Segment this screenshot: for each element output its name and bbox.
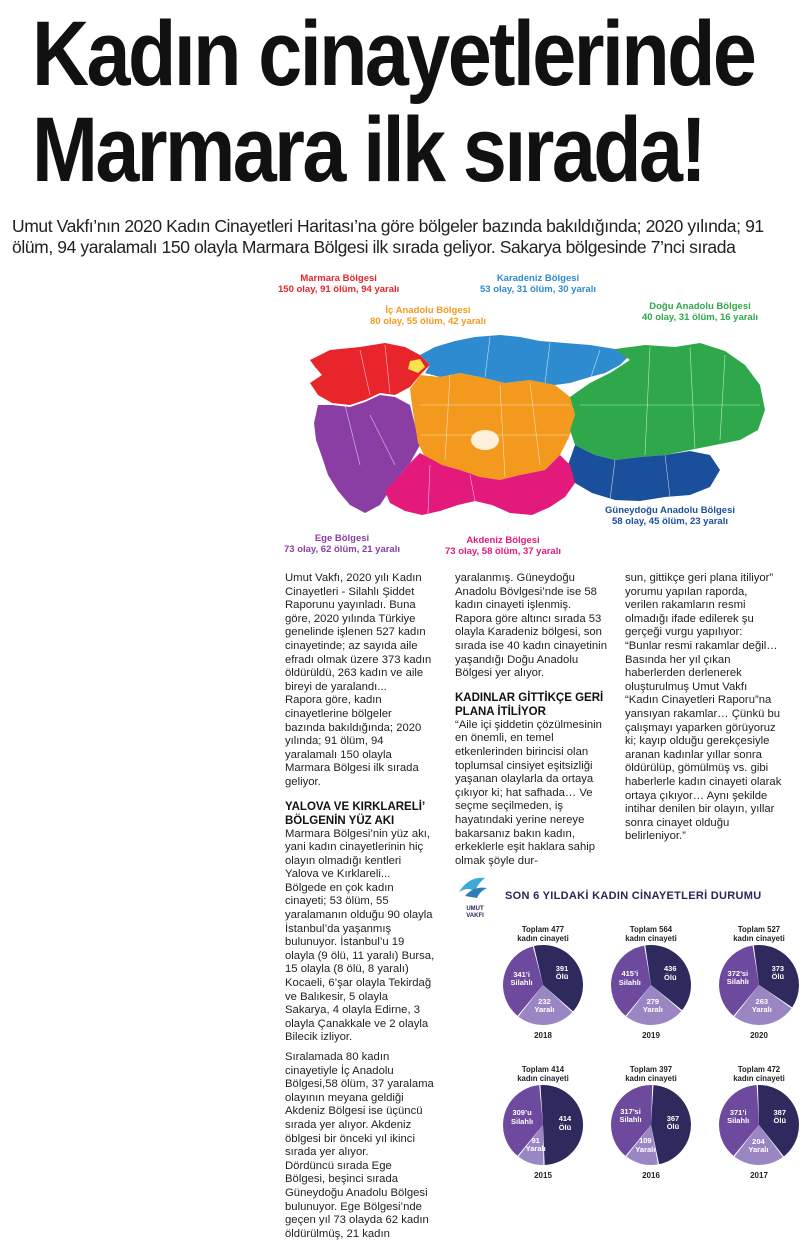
pie-label-caption: Silahlı — [510, 978, 533, 988]
pie-total-line-1: Toplam 527 — [737, 925, 781, 934]
pie-label-armed — [506, 1109, 538, 1126]
pie-label-caption: Silahlı — [619, 1115, 642, 1125]
pie-label-injured — [746, 998, 778, 1015]
subheadline: Umut Vakfı’nın 2020 Kadın Cinayetleri Haritası’na göre bölgeler bazında bakıldığında; 2020 yılında; 91 ölüm, 94 yaralamalı 150 olayla Marmara Bölgesi ilk sırada geliyor. Sakarya bölgesinde 7’nci sırada — [12, 216, 764, 257]
pie-label-value: 263 — [755, 996, 769, 1006]
pie-total-line-2: kadın cinayeti — [517, 934, 569, 943]
pie-label-dead — [762, 965, 794, 982]
pie-label-caption: Silahlı — [727, 1116, 750, 1126]
paragraph: Marmara Bölgesi’nin yüz akı, yani kadın cinayetlerinin hiç olayın olmadığı kentleri Yalova ve Kırklareli... — [285, 827, 431, 881]
pie-chart-2017 — [709, 1065, 809, 1205]
article-column-2 — [455, 572, 610, 868]
map-label-stats: 53 olay, 31 ölüm, 30 yaralı — [480, 284, 596, 295]
pie-label-caption: Silahlı — [618, 977, 641, 987]
pie-chart-2019 — [601, 925, 701, 1065]
logo-text-line-1: UMUT — [466, 906, 484, 912]
pie-label-value: 414 — [558, 1114, 572, 1124]
pie-total-line-2: kadın cinayeti — [625, 1074, 677, 1083]
pie-label-armed — [722, 1109, 754, 1126]
pie-total-label — [601, 925, 701, 943]
pie-total-line-2: kadın cinayeti — [733, 1074, 785, 1083]
pie-label-caption: Yaralı — [534, 1005, 555, 1015]
pie-total-line-2: kadın cinayeti — [733, 934, 785, 943]
article-column-1 — [285, 572, 435, 1241]
map-label-name: Karadeniz Bölgesi — [496, 273, 580, 284]
pie-label-value: 279 — [646, 996, 660, 1006]
pie-year-label: 2017 — [750, 1171, 768, 1180]
map-label-ic-anadolu — [370, 305, 486, 327]
pie-total-label — [709, 1065, 809, 1083]
pie-year-label: 2015 — [534, 1171, 552, 1180]
article-column-3 — [625, 572, 783, 844]
pie-label-value: 436 — [664, 964, 677, 974]
pie-label-caption: Ölü — [773, 1116, 787, 1126]
pie-label-value: 204 — [752, 1136, 765, 1146]
pie-label-value: 91 — [531, 1135, 540, 1145]
logo-text-line-2: VAKFI — [466, 913, 484, 919]
map-label-karadeniz — [480, 273, 596, 295]
pie-label-injured — [637, 998, 669, 1015]
pie-label-dead — [764, 1109, 796, 1126]
pie-label-dead — [546, 965, 578, 982]
pie-label-value: 415’i — [621, 969, 639, 979]
pie-section-title: SON 6 YILDAKİ KADIN CİNAYETLERİ DURUMU — [505, 890, 762, 902]
map-label-name: Ege Bölgesi — [314, 533, 370, 544]
paragraph: Bölgede en çok kadın cinayeti; 53 ölüm, 55 yaralamanın olduğu 90 olayla İstanbul’da yaşanmış bulunuyor. İstanbul’u 19 olayla (9 ölü, 11 yaralı) Bursa, 15 olayla (8 ölü, 8 yaralı) Kocaeli, 6’şar olayla Tekirdağ ve Balıkesir, 5 olayla Sakarya, 4 olayla Edirne, 3 olayla Çanakkale ve 2 olayla Bilecik izliyor. — [285, 881, 435, 1044]
pie-label-caption: Ölü — [664, 972, 677, 982]
map-label-ege — [284, 533, 400, 555]
pie-label-caption: Yaralı — [748, 1145, 769, 1155]
map-label-guneydogu — [605, 505, 735, 527]
pie-label-armed — [615, 1108, 647, 1125]
pie-total-label — [709, 925, 809, 943]
pie-year-label: 2019 — [642, 1031, 660, 1040]
pie-label-value: 387 — [773, 1107, 787, 1117]
pie-total-line-2: kadın cinayeti — [517, 1074, 569, 1083]
headline-line-1: Kadın cinayetlerinde — [32, 3, 755, 105]
headline — [32, 3, 755, 201]
pie-total-line-1: Toplam 414 — [521, 1065, 565, 1074]
map-label-stats: 80 olay, 55 ölüm, 42 yaralı — [370, 316, 486, 327]
map-label-marmara — [278, 273, 399, 295]
pie-label-value: 367 — [666, 1113, 680, 1123]
umut-vakfi-logo — [455, 870, 495, 930]
pie-total-line-2: kadın cinayeti — [625, 934, 677, 943]
paragraph: “Bunlar resmi rakamlar değil… Basında her yıl çıkan haberlerden derlenerek oluşturulmuş Umut Vakfı “Kadın Cinayetleri Raporu”na yansıyan rakamlar… Çünkü bu çalışmayı yaparken görüyoruz ki; kayıp olduğu gerekçesiyle aranan kadınlar yıllar sonra öldürülüp, gömülmüş vs. gibi haberlerle kadın cinayeti olarak ortaya çıkıyor… Aynı şekilde intihar denilen bir olayın, yıllar sonra cinayet olduğu belirleniyor.” — [625, 639, 782, 843]
map-label-name: Marmara Bölgesi — [300, 273, 377, 284]
map-label-stats: 40 olay, 31 ölüm, 16 yaralı — [642, 312, 758, 323]
pie-label-dead — [657, 1115, 689, 1132]
pie-label-value: 309’u — [512, 1108, 532, 1118]
map-label-stats: 73 olay, 58 ölüm, 37 yaralı — [445, 546, 561, 557]
pie-chart-2020 — [709, 925, 809, 1065]
bird-icon — [455, 870, 495, 930]
turkey-region-map — [270, 265, 788, 565]
pie-label-value: 317’si — [620, 1106, 641, 1116]
pie-label-caption: Ölü — [666, 1122, 680, 1132]
paragraph: Umut Vakfı, 2020 yılı Kadın Cinayetleri - Silahlı Şiddet Raporunu yayınladı. Buna göre, 2020 yılında Türkiye genelinde işlenen 527 kadın cinayetinde; az sayıda aile efradı olmak üzere 373 kadın öldürüldü, 263 kadın ve aile bireyi de yaralandı... — [285, 572, 432, 693]
pie-total-label — [493, 925, 593, 943]
map-lake — [471, 430, 499, 450]
map-label-dogu-anadolu — [642, 301, 758, 323]
pie-label-caption: Silahlı — [726, 977, 749, 987]
pie-label-injured — [629, 1137, 661, 1154]
map-label-stats: 73 olay, 62 ölüm, 21 yaralı — [284, 544, 400, 555]
pie-label-value: 232 — [538, 996, 551, 1006]
pie-label-caption: Silahlı — [511, 1116, 534, 1126]
paragraph: Sıralamada 80 kadın cinayetiyle İç Anadolu Bölgesi,58 ölüm, 37 yaralama olayının meyana geldiği Akdeniz Bölgesi ise üçüncü sırada yer alıyor. Akdeniz öblgesi bir önceki yıl ikinci sırada yer alıyor. — [285, 1051, 434, 1159]
section-heading: YALOVA VE KIRKLARELİ’ BÖLGENİN YÜZ AKI — [285, 800, 425, 827]
pie-label-value: 341’i — [513, 969, 530, 979]
pie-label-caption: Yaralı — [635, 1144, 656, 1154]
pie-chart-section — [455, 860, 785, 1200]
pie-label-injured — [520, 1137, 552, 1154]
pie-year-label: 2020 — [750, 1031, 768, 1040]
pie-label-caption: Yaralı — [751, 1005, 772, 1015]
pie-total-line-1: Toplam 564 — [629, 925, 673, 934]
pie-label-injured — [742, 1138, 774, 1155]
pie-label-caption: Ölü — [555, 972, 569, 982]
paragraph: Rapora göre, kadın cinayetlerine bölgeler bazında bakıldığında; 2020 yılında; 91 ölüm, 94 yaralamalı 150 olayla Marmara Bölgesi ilk sırada geliyor. — [285, 694, 422, 788]
pie-chart-2016 — [601, 1065, 701, 1205]
map-label-name: Güneydoğu Anadolu Bölgesi — [605, 505, 736, 516]
pie-label-value: 391 — [555, 963, 569, 973]
pie-total-label — [493, 1065, 593, 1083]
pie-label-value: 373 — [771, 963, 785, 973]
pie-chart-2018 — [493, 925, 593, 1065]
logo-text — [455, 906, 495, 920]
pie-label-armed — [614, 970, 646, 987]
map-label-name: İç Anadolu Bölgesi — [385, 305, 471, 316]
pie-label-dead — [654, 965, 686, 982]
map-label-name: Akdeniz Bölgesi — [466, 535, 540, 546]
pie-label-value: 109 — [639, 1136, 652, 1146]
paragraph: Dördüncü sırada Ege Bölgesi, beşinci sırada Güneydoğu Anadolu Bölgesi bulunuyor. Ege Bölgesi’nde geçen yıl 73 olayda 62 kadın öldürülmüş, 21 kadın — [285, 1159, 429, 1240]
paragraph: yaralanmış. Güneydoğu Anadolu Bövlgesi’nde ise 58 kadın cinayeti işlenmiş. — [455, 572, 597, 612]
map-label-stats: 58 olay, 45 ölüm, 23 yaralı — [612, 516, 728, 527]
pie-label-dead — [549, 1115, 581, 1132]
map-label-name: Doğu Anadolu Bölgesi — [649, 301, 751, 312]
map-label-akdeniz — [445, 535, 561, 557]
paragraph: “Aile içi şiddetin çözülmesinin en önemli, en temel etkenlerinden birincisi olan toplumsal cinsiyet eşitsizliği yaşanan olaylarla da ortaya çıkıyor ki; hat safhada… Ve seçme seçilmeden, iş hayatındaki yerine nereye bakarsanız bakın kadın, erkeklerle eşit haklara sahip olmak şöyle dur- — [455, 718, 602, 867]
pie-chart-2015 — [493, 1065, 593, 1205]
paragraph: sun, gittikçe geri plana itiliyor” yorumu yapılan raporda, verilen rakamların resmi olmadığı ifade edilerek şu gerçeği vurgu yapılıyor: — [625, 572, 774, 639]
paragraph: Rapora göre altıncı sırada 53 olayla Karadeniz bölgesi, son sırada ise 40 kadın cinayetinin yaşandığı Doğu Anadolu Bölgesi yer alıyor. — [455, 612, 607, 680]
pie-label-value: 371’i — [729, 1107, 747, 1117]
pie-year-label: 2018 — [534, 1031, 552, 1040]
pie-label-caption: Ölü — [771, 972, 785, 982]
pie-label-value: 372’si — [727, 968, 749, 978]
section-heading: KADINLAR GİTTİKÇE GERİ PLANA İTİLİYOR — [455, 691, 604, 718]
headline-line-2: Marmara ilk sırada! — [32, 99, 705, 201]
pie-label-armed — [506, 971, 538, 988]
pie-total-line-1: Toplam 477 — [521, 925, 565, 934]
pie-total-line-1: Toplam 472 — [737, 1065, 781, 1074]
map-label-stats: 150 olay, 91 ölüm, 94 yaralı — [278, 284, 400, 295]
pie-label-injured — [528, 998, 560, 1015]
pie-year-label: 2016 — [642, 1171, 660, 1180]
pie-total-line-1: Toplam 397 — [629, 1065, 673, 1074]
pie-label-caption: Yaralı — [525, 1144, 546, 1154]
pie-label-caption: Ölü — [558, 1122, 572, 1132]
pie-label-caption: Yaralı — [642, 1005, 663, 1015]
pie-label-armed — [722, 970, 754, 987]
pie-total-label — [601, 1065, 701, 1083]
